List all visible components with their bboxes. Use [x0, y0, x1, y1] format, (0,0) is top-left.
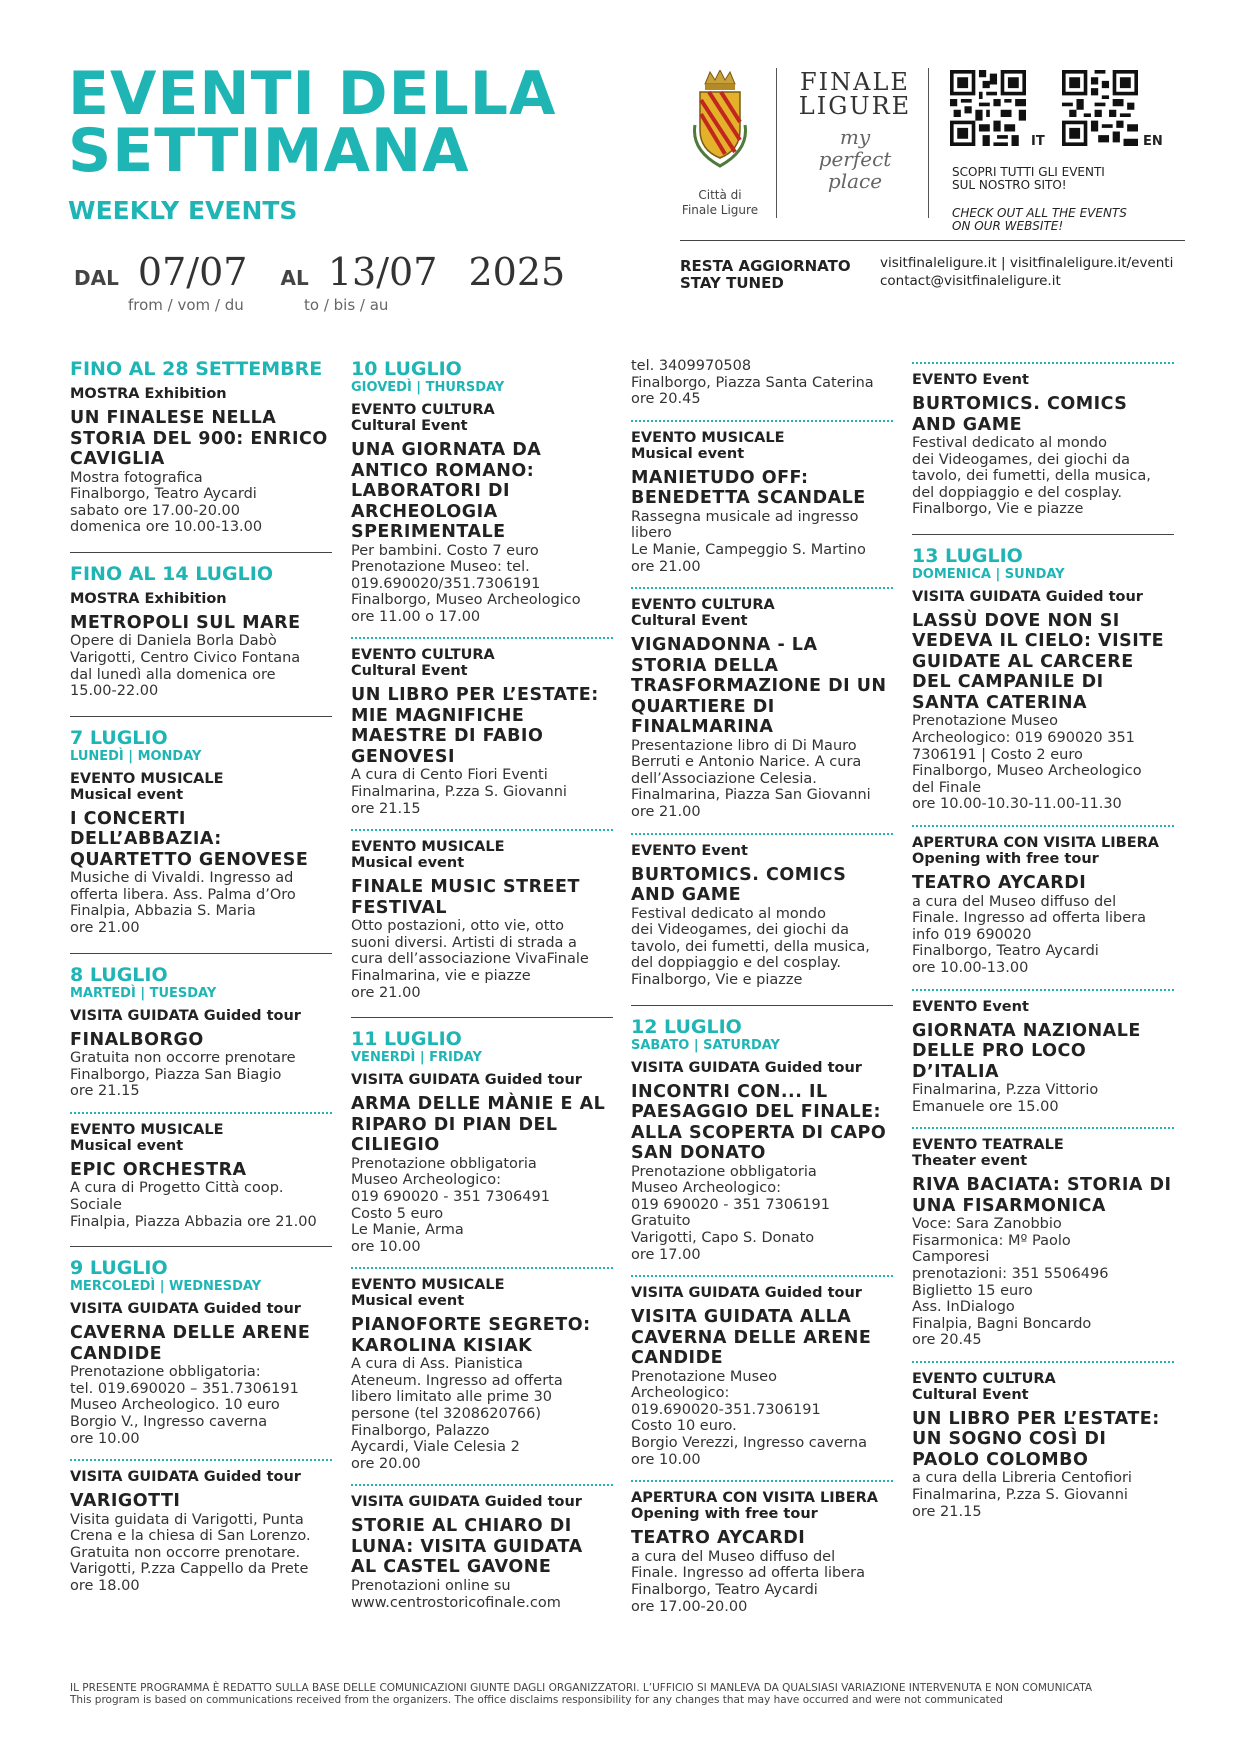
event-item — [351, 396, 613, 633]
event-detail: ore 10.00 — [631, 1451, 701, 1468]
event-title: LASSÙ DOVE NON SI VEDEVA IL CIELO: VISITE GUIDATE AL CARCERE DEL CAMPANILE DI SANTA CATERINA — [912, 610, 1165, 713]
event-detail: a cura della Libreria Centofiori — [912, 1470, 1132, 1487]
event-detail: www.centrostoricofinale.com — [351, 1594, 561, 1611]
event-category: EVENTO CULTURA — [351, 402, 495, 418]
event-detail: Finalborgo, Vie e piazze — [631, 972, 803, 988]
column-2 — [351, 358, 613, 1619]
event-category-en: Opening with free tour — [912, 851, 1099, 868]
event-detail: Prenotazione obbligatoria — [351, 1155, 537, 1172]
date-to: 13/07 — [327, 250, 438, 294]
event-category: VISITA GUIDATA Guided tour — [351, 1072, 582, 1089]
event-item — [912, 583, 1174, 821]
event-detail: Varigotti, Capo S. Donato — [631, 1229, 815, 1246]
event-category: VISITA GUIDATA Guided tour — [631, 1285, 862, 1302]
event-detail: Costo 10 euro. — [631, 1418, 737, 1435]
event-detail: ore 20.45 — [912, 1332, 982, 1349]
brand-tagline-2: perfect — [818, 147, 892, 171]
event-category: VISITA GUIDATA Guided tour — [631, 1059, 862, 1076]
event-category-en: Cultural Event — [351, 418, 468, 434]
event-item — [70, 1116, 332, 1238]
event-item — [351, 833, 613, 1009]
event-detail: Le Manie, Campeggio S. Martino — [631, 541, 866, 558]
column-3 — [631, 358, 893, 1623]
event-detail: Varigotti, P.zza Cappello da Prete — [70, 1561, 309, 1578]
event-detail: 7306191 | Costo 2 euro — [912, 746, 1083, 763]
event-item — [631, 1279, 893, 1476]
event-title: ARMA DELLE MÀNIE E AL RIPARO DI PIAN DEL CILIEGIO — [351, 1094, 606, 1156]
event-detail: A cura di Ass. Pianistica — [351, 1356, 523, 1373]
event-category: MOSTRA Exhibition — [70, 590, 227, 607]
event-title: METROPOLI SUL MARE — [70, 612, 301, 633]
discover-it-2: SUL NOSTRO SITO! — [952, 178, 1067, 192]
finale-ligure-logo — [790, 70, 920, 192]
event-detail: ore 17.00-20.00 — [631, 1598, 748, 1615]
day-heading: 12 LUGLIO — [631, 1015, 742, 1038]
event-divider — [351, 637, 613, 639]
event-detail: Presentazione libro di Di Mauro — [631, 737, 857, 754]
event-detail: Museo Archeologico. 10 euro — [70, 1397, 280, 1414]
event-category: EVENTO MUSICALE — [70, 1121, 224, 1138]
event-divider — [70, 1459, 332, 1461]
day-heading: 8 LUGLIO — [70, 963, 168, 986]
event-detail: cura dell’associazione VivaFinale — [351, 951, 589, 968]
event-title: VIGNADONNA - LA STORIA DELLA TRASFORMAZIONE DI UN QUARTIERE DI FINALMARINA — [631, 635, 887, 738]
crest-icon — [685, 70, 755, 180]
event-detail: Museo Archeologico: — [351, 1172, 502, 1189]
al-label: AL — [280, 266, 309, 290]
event-divider — [912, 1361, 1174, 1363]
event-detail: dei Videogames, dei giochi da — [912, 451, 1131, 468]
event-detail: Finalborgo, Museo Archeologico — [351, 592, 581, 609]
event-detail: Gratuita non occorre prenotare. — [70, 1544, 301, 1561]
event-detail: Gratuita non occorre prenotare — [70, 1050, 296, 1067]
qr-en-label: EN — [1143, 134, 1163, 149]
day-divider — [631, 1005, 893, 1006]
date-from: 07/07 — [137, 250, 248, 294]
event-item — [912, 366, 1174, 526]
event-item — [351, 1271, 613, 1480]
qr-code-en-icon[interactable] — [1062, 70, 1138, 146]
event-detail: ore 17.00 — [631, 1246, 701, 1263]
day-heading: FINO AL 14 LUGLIO — [70, 562, 273, 585]
event-title: I CONCERTI DELL’ABBAZIA: QUARTETTO GENOVESE — [70, 808, 309, 870]
event-detail: ore 21.00 — [351, 984, 421, 1001]
day-divider — [70, 1246, 332, 1247]
event-divider — [351, 1267, 613, 1269]
event-detail: dal lunedì alla domenica ore — [70, 666, 276, 683]
qr-code-it-icon[interactable] — [950, 70, 1026, 146]
contacts — [880, 254, 1173, 290]
stay-tuned — [680, 258, 851, 292]
brand-name-1: FINALE — [800, 68, 910, 96]
event-detail: prenotazioni: 351 5506496 — [912, 1265, 1109, 1282]
event-item — [70, 1002, 332, 1108]
event-detail: Le Manie, Arma — [351, 1222, 464, 1239]
event-detail: persone (tel 3208620766) — [351, 1406, 542, 1423]
event-detail: del Finale — [912, 779, 982, 796]
event-item — [912, 1131, 1174, 1357]
event-detail: Musiche di Vivaldi. Ingresso ad — [70, 870, 294, 887]
day-divider — [70, 552, 332, 553]
qr-it-label: IT — [1031, 134, 1045, 149]
event-detail: Crena e la chiesa di San Lorenzo. — [70, 1528, 311, 1545]
event-category-en: Cultural Event — [912, 1386, 1029, 1403]
event-category: VISITA GUIDATA Guided tour — [70, 1301, 301, 1318]
event-detail: Finalborgo, Teatro Aycardi — [70, 486, 257, 503]
event-detail: Ateneum. Ingresso ad offerta — [351, 1372, 563, 1389]
brand-divider-2 — [928, 68, 929, 218]
column-4 — [912, 358, 1174, 1528]
event-category: APERTURA CON VISITA LIBERA — [912, 835, 1159, 852]
title-line-2: SETTIMANA — [68, 116, 470, 186]
event-detail: del doppiaggio e del cosplay. — [631, 955, 842, 972]
discover-en-1: CHECK OUT ALL THE EVENTS — [952, 206, 1127, 220]
event-detail: Prenotazione Museo — [912, 713, 1058, 730]
event-detail: Prenotazione Museo — [631, 1368, 777, 1385]
event-category-en: Cultural Event — [631, 613, 748, 630]
event-detail: Festival dedicato al mondo — [912, 435, 1108, 451]
event-detail: Festival dedicato al mondo — [631, 905, 827, 922]
event-divider — [351, 829, 613, 831]
event-title: UN LIBRO PER L’ESTATE: MIE MAGNIFICHE MAESTRE DI FABIO GENOVESI — [351, 685, 599, 767]
event-detail: Sociale — [70, 1197, 122, 1213]
event-detail: ore 18.00 — [70, 1578, 140, 1595]
event-detail: Berruti e Antonio Narice. A cura — [631, 754, 862, 771]
event-detail: A cura di Progetto Città coop. — [70, 1180, 284, 1197]
event-divider — [631, 1480, 893, 1482]
stay-line-2: STAY TUNED — [680, 274, 784, 292]
day-heading: 11 LUGLIO — [351, 1028, 462, 1051]
page-title — [68, 59, 557, 186]
event-detail: offerta libera. Ass. Palma d’Oro — [70, 886, 296, 903]
event-detail: ore 10.00 — [351, 1238, 421, 1255]
day-weekday: MARTEDÌ | TUESDAY — [70, 985, 217, 1001]
event-item — [70, 1295, 332, 1455]
event-detail: Visita guidata di Varigotti, Punta — [70, 1511, 304, 1528]
day-divider — [70, 953, 332, 954]
event-title: FINALBORGO — [70, 1029, 204, 1050]
event-detail: Finalborgo, Teatro Aycardi — [631, 1581, 818, 1598]
event-item — [631, 591, 893, 828]
event-detail: Finale. Ingresso ad offerta libera — [631, 1565, 866, 1582]
event-detail: ore 21.00 — [631, 804, 701, 821]
day-divider — [351, 1017, 613, 1018]
event-title: PIANOFORTE SEGRETO: KAROLINA KISIAK — [351, 1315, 591, 1356]
event-title: CAVERNA DELLE ARENE CANDIDE — [70, 1323, 311, 1364]
event-detail: 019 690020 - 351 7306191 — [631, 1196, 830, 1213]
event-detail: ore 10.00-10.30-11.00-11.30 — [912, 796, 1122, 813]
event-detail: Museo Archeologico: — [631, 1180, 782, 1197]
event-divider — [70, 1112, 332, 1114]
event-detail: ore 21.15 — [351, 800, 421, 817]
event-detail: Finalmarina, Piazza San Giovanni — [631, 787, 871, 804]
header-rule — [680, 240, 1185, 241]
event-title: FINALE MUSIC STREET FESTIVAL — [351, 877, 580, 918]
event-detail: A cura di Cento Fiori Eventi — [351, 767, 548, 784]
event-detail: Finalborgo, Teatro Aycardi — [912, 943, 1099, 960]
event-detail: Mostra fotografica — [70, 469, 203, 486]
event-item — [351, 641, 613, 825]
event-detail: Per bambini. Costo 7 euro — [351, 542, 539, 559]
event-category: EVENTO Event — [912, 998, 1029, 1015]
title-line-1: EVENTI DELLA — [68, 59, 557, 129]
event-category: EVENTO Event — [912, 372, 1029, 388]
event-category-en: Musical event — [351, 1293, 465, 1310]
event-item — [70, 765, 332, 945]
to-label: to / bis / au — [304, 296, 389, 314]
event-title: EPIC ORCHESTRA — [70, 1159, 247, 1180]
disclaimer — [70, 1682, 1180, 1706]
event-detail: del doppiaggio e del cosplay. — [912, 484, 1123, 501]
email-link[interactable]: contact@visitfinaleligure.it — [880, 273, 1061, 289]
event-detail: Finalborgo, Vie e piazze — [912, 501, 1084, 518]
event-detail: Prenotazione Museo: tel. — [351, 559, 530, 576]
event-divider — [351, 1484, 613, 1486]
event-detail: libero limitato alle prime 30 — [351, 1389, 553, 1406]
from-label: from / vom / du — [128, 296, 244, 314]
event-item — [912, 829, 1174, 984]
event-detail: ore 20.45 — [631, 391, 701, 408]
event-item — [631, 358, 893, 416]
day-heading: 10 LUGLIO — [351, 358, 462, 380]
event-divider — [912, 362, 1174, 364]
date-year: 2025 — [468, 250, 566, 294]
event-detail: ore 21.15 — [912, 1503, 982, 1520]
disclaimer-it: IL PRESENTE PROGRAMMA È REDATTO SULLA BASE DELLE COMUNICAZIONI GIUNTE DAGLI ORGANIZZATORI. L’UFFICIO SI MANLEVA DA QUALSIASI VARIAZIONE INTERVENUTA E NON COMUNICATA — [70, 1682, 1093, 1694]
event-category: APERTURA CON VISITA LIBERA — [631, 1490, 878, 1507]
event-item — [70, 585, 332, 708]
event-detail: Gratuito — [631, 1213, 691, 1230]
event-title: VISITA GUIDATA ALLA CAVERNA DELLE ARENE CANDIDE — [631, 1307, 872, 1369]
event-detail: ore 20.00 — [351, 1455, 421, 1472]
brand-divider-1 — [776, 68, 777, 218]
day-weekday: SABATO | SATURDAY — [631, 1037, 780, 1053]
event-detail: Borgio Verezzi, Ingresso caverna — [631, 1435, 867, 1452]
event-detail: Finalborgo, Museo Archeologico — [912, 763, 1142, 780]
event-category-en: Musical event — [631, 445, 745, 462]
column-1 — [70, 358, 332, 1603]
event-item — [351, 1488, 613, 1619]
event-item — [631, 424, 893, 583]
event-detail: Finalborgo, Piazza San Biagio — [70, 1066, 282, 1083]
event-category: EVENTO MUSICALE — [351, 1277, 505, 1294]
event-category-en: Musical event — [70, 786, 184, 803]
event-detail: ore 21.00 — [631, 558, 701, 575]
event-detail: domenica ore 10.00-13.00 — [70, 519, 263, 536]
event-category-en: Theater event — [912, 1153, 1028, 1170]
event-detail: Aycardi, Viale Celesia 2 — [351, 1439, 520, 1456]
event-category: VISITA GUIDATA Guided tour — [70, 1007, 301, 1024]
event-title: GIORNATA NAZIONALE DELLE PRO LOCO D’ITALIA — [912, 1020, 1141, 1082]
event-category: VISITA GUIDATA Guided tour — [70, 1469, 301, 1486]
event-detail: dei Videogames, dei giochi da — [631, 922, 850, 939]
event-detail: Voce: Sara Zanobbio — [912, 1216, 1062, 1233]
event-category: EVENTO Event — [631, 842, 748, 859]
event-category: EVENTO MUSICALE — [70, 770, 224, 787]
event-category: EVENTO CULTURA — [351, 647, 495, 664]
event-detail: a cura del Museo diffuso del — [631, 1548, 836, 1565]
day-weekday: MERCOLEDÌ | WEDNESDAY — [70, 1279, 262, 1295]
event-detail: Borgio V., Ingresso caverna — [70, 1413, 268, 1430]
event-title: UN FINALESE NELLA STORIA DEL 900: ENRICO CAVIGLIA — [70, 408, 328, 469]
day-heading: 9 LUGLIO — [70, 1257, 168, 1280]
event-title: BURTOMICS. COMICS AND GAME — [631, 864, 847, 906]
discover-text — [952, 166, 1127, 233]
event-category-en: Opening with free tour — [631, 1506, 818, 1523]
event-category: VISITA GUIDATA Guided tour — [351, 1494, 582, 1511]
event-detail: ore 10.00 — [70, 1430, 140, 1447]
city-crest — [680, 70, 760, 218]
day-weekday: VENERDÌ | FRIDAY — [351, 1050, 482, 1066]
page-subtitle: WEEKLY EVENTS — [68, 196, 298, 225]
event-category: MOSTRA Exhibition — [70, 386, 227, 402]
day-weekday: DOMENICA | SUNDAY — [912, 566, 1065, 582]
event-item — [631, 837, 893, 997]
event-title: UN LIBRO PER L’ESTATE: UN SOGNO COSÌ DI PAOLO COLOMBO — [912, 1408, 1160, 1470]
event-detail: Prenotazione obbligatoria: — [70, 1364, 261, 1381]
event-detail: 019 690020 - 351 7306491 — [351, 1188, 550, 1205]
event-title: VARIGOTTI — [70, 1491, 181, 1512]
event-title: INCONTRI CON... IL PAESAGGIO DEL FINALE: ALLA SCOPERTA DI CAPO SAN DONATO — [631, 1081, 887, 1164]
event-detail: Finalmarina, P.zza Vittorio — [912, 1082, 1099, 1098]
event-title: MANIETUDO OFF: BENEDETTA SCANDALE — [631, 467, 866, 509]
event-detail: Ass. InDialogo — [912, 1299, 1015, 1316]
event-category: EVENTO CULTURA — [631, 597, 775, 614]
dal-label: DAL — [74, 266, 119, 290]
event-detail: info 019 690020 — [912, 926, 1032, 943]
event-category: EVENTO CULTURA — [912, 1370, 1056, 1387]
event-detail: 019.690020/351.7306191 — [351, 575, 541, 592]
event-detail: ore 21.00 — [70, 920, 140, 937]
event-category: VISITA GUIDATA Guided tour — [912, 588, 1143, 605]
event-detail: Finalborgo, Piazza Santa Caterina — [631, 374, 874, 391]
event-detail: Finale. Ingresso ad offerta libera — [912, 910, 1147, 927]
day-weekday: LUNEDÌ | MONDAY — [70, 748, 202, 764]
date-range — [74, 250, 565, 294]
event-divider — [631, 420, 893, 422]
day-weekday: GIOVEDÌ | THURSDAY — [351, 380, 505, 395]
event-detail: sabato ore 17.00-20.00 — [70, 502, 240, 519]
city-label-1: Città di — [698, 188, 742, 202]
event-detail: Prenotazione obbligatoria — [631, 1163, 817, 1180]
event-divider — [631, 833, 893, 835]
day-divider — [70, 716, 332, 717]
event-detail: tel. 3409970508 — [631, 358, 752, 374]
event-category: EVENTO MUSICALE — [631, 429, 785, 446]
event-detail: Opere di Daniela Borla Dabò — [70, 633, 277, 650]
brand-name-2: LIGURE — [798, 92, 912, 120]
event-divider — [631, 1275, 893, 1277]
event-detail: Emanuele ore 15.00 — [912, 1098, 1059, 1115]
event-detail: tel. 019.690020 – 351.7306191 — [70, 1380, 299, 1397]
event-detail: Costo 5 euro — [351, 1205, 444, 1222]
event-item — [631, 1484, 893, 1623]
event-detail: Rassegna musicale ad ingresso — [631, 508, 859, 525]
event-detail: libero — [631, 525, 672, 542]
website-link[interactable]: visitfinaleligure.it | visitfinaleligure.it/eventi — [880, 255, 1174, 271]
event-detail: a cura del Museo diffuso del — [912, 893, 1117, 910]
event-title: STORIE AL CHIARO DI LUNA: VISITA GUIDATA AL CASTEL GAVONE — [351, 1516, 583, 1578]
event-item — [351, 1066, 613, 1263]
event-divider — [631, 587, 893, 589]
event-detail: Finalpia, Piazza Abbazia ore 21.00 — [70, 1213, 317, 1230]
event-detail: ore 21.15 — [70, 1083, 140, 1100]
event-detail: Finalmarina, vie e piazze — [351, 968, 531, 985]
event-item — [70, 1463, 332, 1602]
event-detail: dell’Associazione Celesia. — [631, 770, 817, 787]
city-label-2: Finale Ligure — [681, 203, 759, 217]
event-detail: Finalborgo, Palazzo — [351, 1422, 490, 1439]
event-category-en: Musical event — [70, 1137, 184, 1154]
event-category-en: Musical event — [351, 855, 465, 872]
event-detail: 15.00-22.00 — [70, 683, 159, 700]
disclaimer-en: This program is based on communications received from the organizers. The office disclaims responsibility for any changes that may have occurred and were not communicated — [70, 1694, 1003, 1706]
event-detail: ore 11.00 o 17.00 — [351, 608, 481, 625]
day-heading: 7 LUGLIO — [70, 726, 168, 749]
event-category: EVENTO TEATRALE — [912, 1137, 1064, 1154]
event-detail: tavolo, dei fumetti, della musica, — [631, 938, 870, 955]
event-detail: Finalpia, Abbazia S. Maria — [70, 903, 256, 920]
event-detail: Otto postazioni, otto vie, otto — [351, 918, 564, 935]
event-title: RIVA BACIATA: STORIA DI UNA FISARMONICA — [912, 1175, 1172, 1216]
event-divider — [912, 825, 1174, 827]
event-detail: Biglietto 15 euro — [912, 1282, 1033, 1299]
brand-tagline-1: my — [839, 125, 871, 149]
event-detail: 019.690020-351.7306191 — [631, 1401, 821, 1418]
event-title: UNA GIORNATA DA ANTICO ROMANO: LABORATORI DI ARCHEOLOGIA SPERIMENTALE — [351, 440, 542, 542]
event-detail: Camporesi — [912, 1249, 990, 1266]
brand-tagline-3: place — [827, 169, 883, 193]
event-item — [70, 380, 332, 544]
event-detail: Prenotazioni online su — [351, 1577, 511, 1594]
event-title: TEATRO AYCARDI — [631, 1528, 806, 1549]
event-detail: Archeologico: 019 690020 351 — [912, 730, 1135, 747]
event-item — [912, 993, 1174, 1124]
event-detail: Archeologico: — [631, 1385, 730, 1402]
day-divider — [912, 534, 1174, 535]
event-title: TEATRO AYCARDI — [912, 873, 1087, 894]
day-heading: FINO AL 28 SETTEMBRE — [70, 358, 323, 380]
event-detail: tavolo, dei fumetti, della musica, — [912, 468, 1151, 485]
event-category-en: Cultural Event — [351, 663, 468, 680]
discover-en-2: ON OUR WEBSITE! — [952, 219, 1064, 233]
event-detail: suoni diversi. Artisti di strada a — [351, 934, 577, 951]
event-item — [631, 1054, 893, 1272]
event-divider — [912, 1127, 1174, 1129]
event-detail: Varigotti, Centro Civico Fontana — [70, 649, 301, 666]
event-detail: Finalmarina, P.zza S. Giovanni — [912, 1487, 1128, 1504]
event-detail: Finalpia, Bagni Boncardo — [912, 1315, 1092, 1332]
event-title: BURTOMICS. COMICS AND GAME — [912, 394, 1128, 435]
event-divider — [912, 989, 1174, 991]
day-heading: 13 LUGLIO — [912, 544, 1023, 567]
stay-line-1: RESTA AGGIORNATO — [680, 257, 851, 275]
event-item — [912, 1365, 1174, 1528]
discover-it-1: SCOPRI TUTTI GLI EVENTI — [952, 165, 1105, 179]
event-detail: ore 10.00-13.00 — [912, 959, 1029, 976]
event-detail: Fisarmonica: Mº Paolo — [912, 1232, 1071, 1249]
event-detail: Finalmarina, P.zza S. Giovanni — [351, 784, 567, 801]
event-category: EVENTO MUSICALE — [351, 839, 505, 856]
